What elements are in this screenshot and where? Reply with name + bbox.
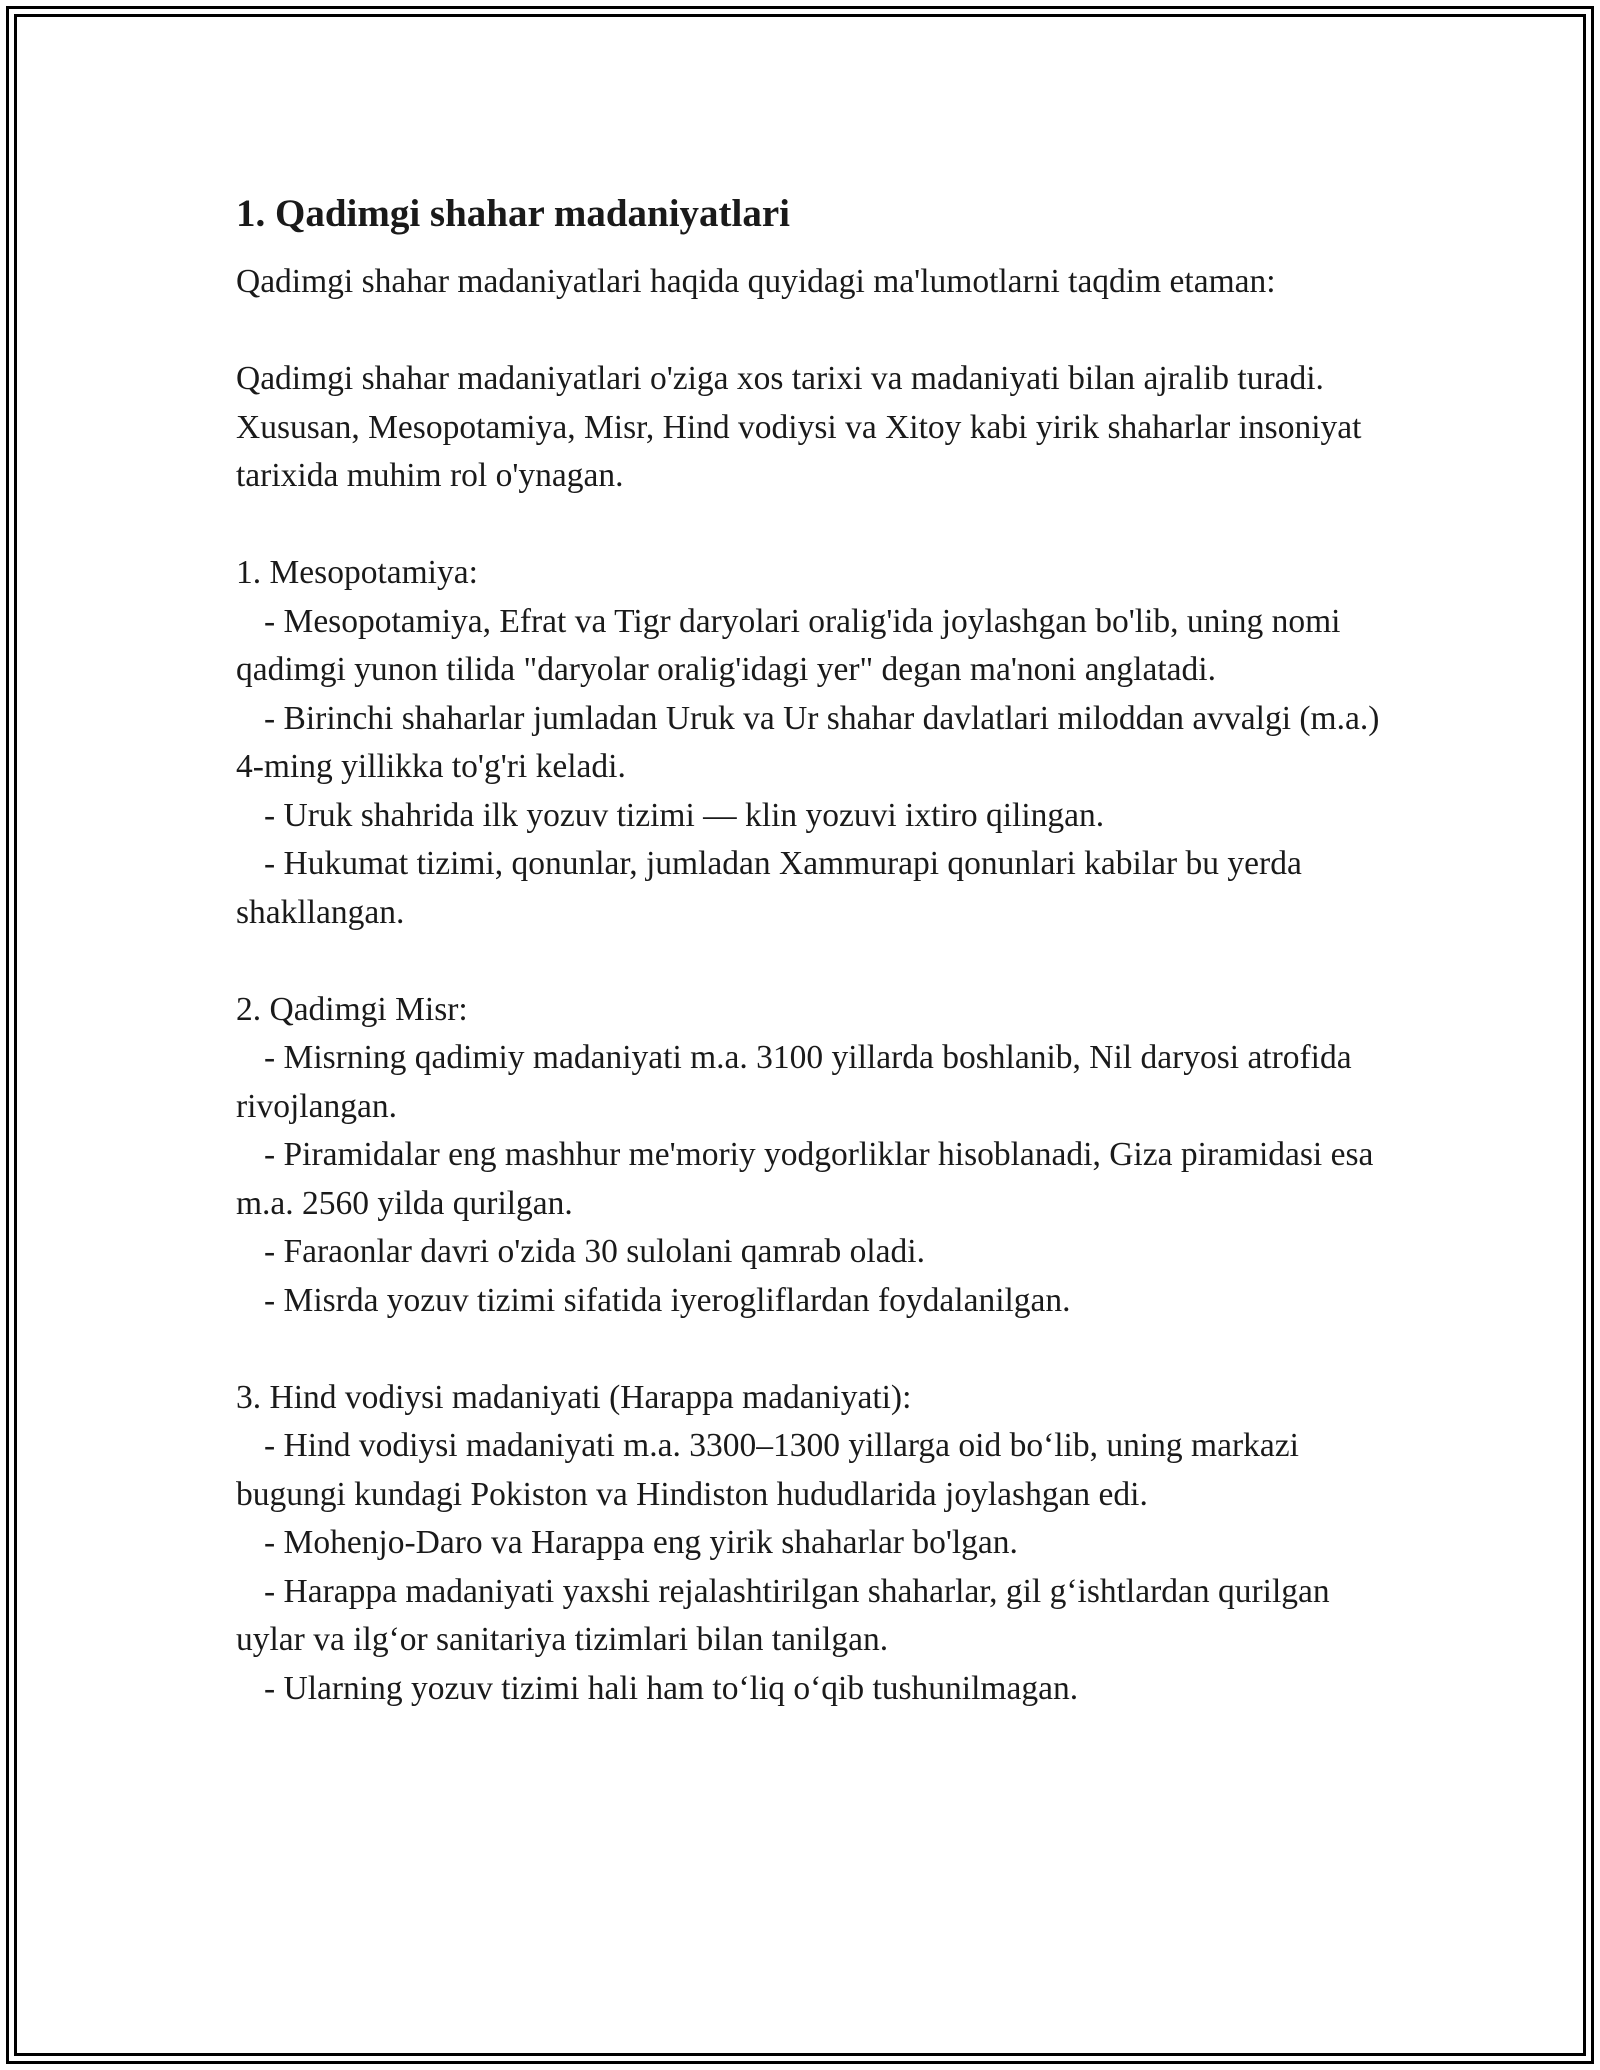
list-item: - Harappa madaniyati yaxshi rejalashtirilgan shaharlar, gil gʻishtlardan qurilgan uylar va ilgʻor sanitariya tizimlari bilan tanilgan. <box>236 1572 1339 1658</box>
section-heading: 3. Hind vodiysi madaniyati (Harappa madaniyati): <box>236 1378 912 1416</box>
intro-paragraph: Qadimgi shahar madaniyatlari haqida quyidagi ma'lumotlarni taqdim etaman: <box>236 263 1276 300</box>
document-title: 1. Qadimgi shahar madaniyatlari <box>236 192 791 235</box>
spacer <box>236 1325 1386 1374</box>
list-item: - Mesopotamiya, Efrat va Tigr daryolari oralig'ida joylashgan bo'lib, uning nomi qadimgi yunon tilida "daryolar oralig'idagi yer" degan ma'noni anglatadi. <box>236 602 1349 688</box>
list-item: - Mohenjo-Daro va Harappa eng yirik shaharlar bo'lgan. <box>264 1524 1018 1561</box>
section-mesopotamiya <box>236 549 1386 937</box>
list-item: - Hukumat tizimi, qonunlar, jumladan Xammurapi qonunlari kabilar bu yerda shakllangan. <box>236 845 1311 931</box>
section-heading: 1. Mesopotamiya: <box>236 554 478 591</box>
list-item: - Misrning qadimiy madaniyati m.a. 3100 yillarda boshlanib, Nil daryosi atrofida rivojlangan. <box>236 1039 1360 1125</box>
list-item: - Birinchi shaharlar jumladan Uruk va Ur shahar davlatlari miloddan avvalgi (m.a.) 4-ming yillikka to'g'ri keladi. <box>236 699 1388 785</box>
list-item: - Hind vodiysi madaniyati m.a. 3300–1300 yillarga oid boʻlib, uning markazi bugungi kundagi Pokiston va Hindiston hududlarida joylashgan edi. <box>236 1427 1308 1513</box>
list-item: - Piramidalar eng mashhur me'moriy yodgorliklar hisoblanadi, Giza piramidasi esa m.a. 2560 yilda qurilgan. <box>236 1136 1382 1222</box>
section-heading: 2. Qadimgi Misr: <box>236 990 468 1028</box>
spacer <box>236 937 1386 986</box>
list-item: - Faraonlar davri o'zida 30 sulolani qamrab oladi. <box>264 1233 925 1270</box>
overview-paragraph: Qadimgi shahar madaniyatlari o'ziga xos tarixi va madaniyati bilan ajralib turadi. Xususan, Mesopotamiya, Misr, Hind vodiysi va Xitoy kabi yirik shaharlar insoniyat tarixida muhim rol o'ynagan. <box>236 360 1370 494</box>
spacer <box>236 307 1386 356</box>
spacer <box>236 501 1386 550</box>
document-body <box>236 186 1386 1713</box>
section-hind-vodiysi <box>236 1374 1386 1714</box>
list-item: - Uruk shahrida ilk yozuv tizimi — klin yozuvi ixtiro qilingan. <box>264 796 1105 834</box>
list-item: - Ularning yozuv tizimi hali ham toʻliq oʻqib tushunilmagan. <box>264 1669 1079 1707</box>
list-item: - Misrda yozuv tizimi sifatida iyerogliflardan foydalanilgan. <box>264 1281 1071 1319</box>
section-qadimgi-misr <box>236 986 1386 1326</box>
